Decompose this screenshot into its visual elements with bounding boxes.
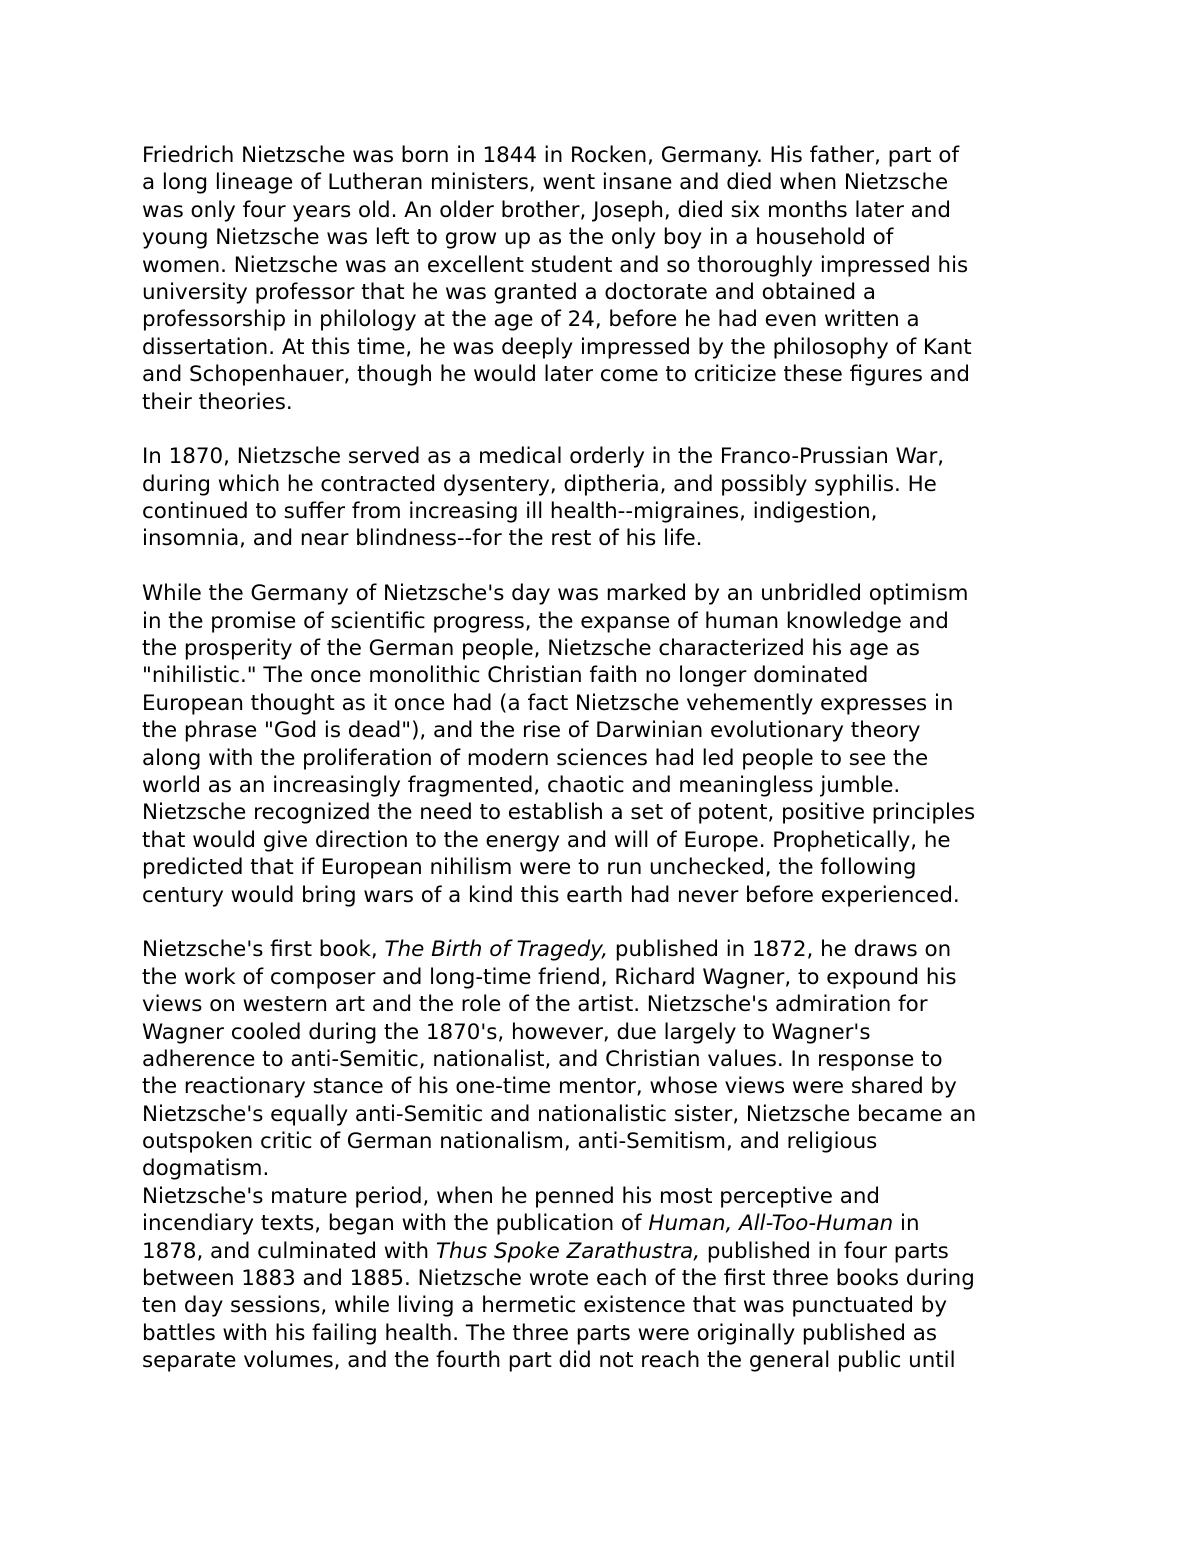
text-line: the reactionary stance of his one-time mentor, whose views were shared by: [142, 1074, 957, 1100]
paragraph-spacer: [142, 416, 1067, 443]
text-run: 1878, and culminated with: [142, 1238, 436, 1264]
text-line: the phrase "God is dead"), and the rise of Darwinian evolutionary theory: [142, 718, 921, 744]
document-body: [142, 142, 1067, 1375]
text-line: In 1870, Nietzsche served as a medical orderly in the Franco-Prussian War,: [142, 444, 945, 470]
text-run: incendiary texts, began with the publication of: [142, 1211, 649, 1237]
text-line: Nietzsche's mature period, when he penned his most perceptive and: [142, 1183, 881, 1209]
text-line: and Schopenhauer, though he would later come to criticize these figures and: [142, 362, 970, 388]
text-line: continued to suffer from increasing ill health--migraines, indigestion,: [142, 499, 878, 525]
book-title-italic: Thus Spoke Zarathustra,: [435, 1238, 701, 1264]
paragraph-spacer: [142, 909, 1067, 936]
text-line: dogmatism.: [142, 1156, 270, 1182]
text-line: that would give direction to the energy and will of Europe. Prophetically, he: [142, 827, 951, 853]
paragraph-spacer: [142, 553, 1067, 580]
text-line: battles with his failing health. The three parts were originally published as: [142, 1320, 938, 1346]
paragraph-4: [142, 936, 1067, 1183]
text-line: young Nietzsche was left to grow up as the only boy in a household of: [142, 225, 894, 251]
paragraph-1: [142, 142, 1067, 416]
text-line: dissertation. At this time, he was deeply impressed by the philosophy of Kant: [142, 334, 972, 360]
text-line: women. Nietzsche was an excellent student and so thoroughly impressed his: [142, 252, 969, 278]
text-line: Nietzsche's equally anti-Semitic and nationalistic sister, Nietzsche became an: [142, 1101, 977, 1127]
text-line: ten day sessions, while living a hermetic existence that was punctuated by: [142, 1293, 948, 1319]
text-line: outspoken critic of German nationalism, anti-Semitism, and religious: [142, 1129, 878, 1155]
text-line: insomnia, and near blindness--for the rest of his life.: [142, 526, 703, 552]
text-line: predicted that if European nihilism were to run unchecked, the following: [142, 855, 917, 881]
text-line: "nihilistic." The once monolithic Christian faith no longer dominated: [142, 663, 869, 689]
text-run: published in four parts: [700, 1238, 949, 1264]
text-line: professorship in philology at the age of 24, before he had even written a: [142, 307, 920, 333]
text-line: a long lineage of Lutheran ministers, went insane and died when Nietzsche: [142, 170, 949, 196]
text-line: adherence to anti-Semitic, nationalist, and Christian values. In response to: [142, 1046, 943, 1072]
text-line: world as an increasingly fragmented, chaotic and meaningless jumble.: [142, 772, 901, 798]
text-line: the prosperity of the German people, Nietzsche characterized his age as: [142, 636, 920, 662]
text-line: university professor that he was granted a doctorate and obtained a: [142, 279, 876, 305]
text-line: [142, 1210, 1067, 1237]
book-title-italic: The Birth of Tragedy,: [384, 937, 609, 963]
text-line: the work of composer and long-time friend, Richard Wagner, to expound his: [142, 964, 957, 990]
paragraph-3: [142, 580, 1067, 909]
text-line: views on western art and the role of the artist. Nietzsche's admiration for: [142, 992, 928, 1018]
text-line: in the promise of scientific progress, the expanse of human knowledge and: [142, 608, 949, 634]
text-line: was only four years old. An older brother, Joseph, died six months later and: [142, 197, 951, 223]
text-line: [142, 1238, 1067, 1265]
text-line: Friedrich Nietzsche was born in 1844 in Rocken, Germany. His father, part of: [142, 143, 959, 168]
text-line: century would bring wars of a kind this earth had never before experienced.: [142, 882, 960, 908]
text-line: their theories.: [142, 389, 293, 415]
text-line: during which he contracted dysentery, diptheria, and possibly syphilis. He: [142, 471, 937, 497]
text-run: published in 1872, he draws on: [608, 937, 952, 963]
text-run: Nietzsche's first book,: [142, 937, 385, 963]
text-line: Wagner cooled during the 1870's, however, due largely to Wagner's: [142, 1019, 871, 1045]
text-line: between 1883 and 1885. Nietzsche wrote each of the first three books during: [142, 1266, 975, 1292]
paragraph-5: [142, 1183, 1067, 1375]
text-line: [142, 936, 1067, 963]
text-run: in: [893, 1211, 920, 1237]
text-line: separate volumes, and the fourth part did not reach the general public until: [142, 1348, 956, 1374]
paragraph-2: [142, 443, 1067, 553]
text-line: While the Germany of Nietzsche's day was marked by an unbridled optimism: [142, 581, 969, 607]
book-title-italic: Human, All-Too-Human: [648, 1211, 894, 1237]
text-line: along with the proliferation of modern sciences had led people to see the: [142, 745, 929, 771]
text-line: Nietzsche recognized the need to establish a set of potent, positive principles: [142, 800, 976, 826]
text-line: European thought as it once had (a fact Nietzsche vehemently expresses in: [142, 690, 954, 716]
